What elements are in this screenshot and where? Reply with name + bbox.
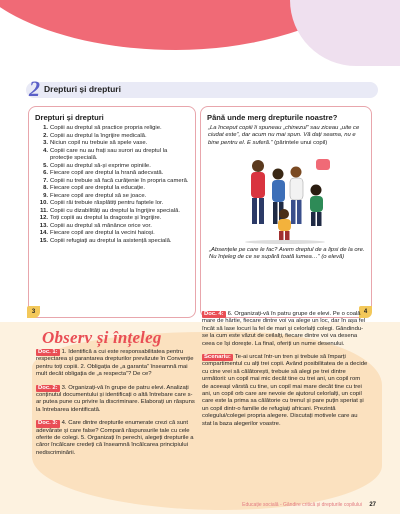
rights-list-card: [28, 106, 196, 318]
footer-text: Educație socială - Gândire critică și drepturile copilului: [242, 502, 362, 508]
child-figure: [290, 167, 303, 225]
document-tag: Doc. 3:: [38, 420, 58, 427]
right-item: [37, 238, 189, 246]
activity-paragraph: [36, 385, 196, 415]
right-item-text: Copiii au dreptul să practice propria religie.: [50, 125, 162, 131]
right-item-text: Copiii au dreptul să mănânce orice vor.: [50, 222, 152, 229]
section-number: 2: [29, 76, 40, 101]
doc-number-badge: 3: [27, 306, 40, 318]
document-tag: Scenariu:: [204, 354, 231, 361]
child-figure: [310, 185, 323, 227]
right-item-number: 1.: [43, 125, 48, 131]
right-item: [37, 163, 189, 171]
right-item-text: Copiii au dreptul la îngrijire medicală.: [50, 132, 147, 139]
right-item-text: Copiii răi trebuie răsplătiți pentru faptele lor.: [50, 200, 164, 206]
parent-quote-text: „La început copiii îi spuneau „chinezul” sau ziceau „uite ce ciudat este”, dar acum nu mai spun. Vă dați seama, nu e bine pentru el. E suferă.”: [208, 125, 360, 146]
student-quote: [209, 247, 369, 262]
right-item: [37, 178, 189, 186]
rights-list-title: Drepturi și drepturi: [35, 113, 104, 122]
activity-paragraph: [202, 354, 368, 428]
right-item-number: 15.: [39, 237, 48, 244]
right-item-number: 10.: [39, 200, 48, 206]
right-item: [37, 230, 189, 238]
right-item-number: 9.: [43, 192, 48, 199]
right-item: [37, 148, 189, 163]
document-tag: Doc. 1:: [38, 349, 58, 355]
right-item-text: Copiii care nu au frați sau surori au dreptul la protecție specială.: [50, 147, 168, 161]
activity-text: 4. Care dintre drepturile enumerate crezi că sunt adevărate și care false? Compară răspunsurile tale cu cele oferite de colegi. 5. Organizați în perechi, alegeți drepturile a căror încălcare credeți că înseamnă încălcarea principiului nediscriminării.: [36, 420, 194, 456]
right-item-number: 2.: [43, 132, 48, 139]
activity-text: 1. Identifică a cui este responsabilitatea pentru respectarea și garantarea drepturilor prevăzute în Convenție pentru toți copiii. 2. Obligația de „a garanta” înseamnă mai mult decât obligația de „a respecta”? De ce?: [36, 349, 194, 378]
header-decoration: [0, 0, 400, 66]
right-item: [37, 170, 189, 178]
child-figure: [278, 209, 291, 241]
right-item-text: Fiecare copil are dreptul la hrană adecvată.: [50, 170, 164, 176]
rights-limits-title: Până unde merg drepturile noastre?: [207, 113, 338, 122]
activity-text: 3. Organizați-vă în grupe de patru elevi. Analizați conținutul documentului și identificați o altă întrebare care s-ar putea pune cu privire la discriminare. Elaborați un răspuns la întrebarea identificată.: [36, 384, 195, 413]
right-item: [37, 185, 189, 193]
right-item: [37, 200, 189, 208]
right-item: [37, 215, 189, 223]
right-item: [37, 140, 189, 148]
activity-left-column: [36, 349, 196, 463]
right-item: [37, 223, 189, 231]
right-item-text: Fiecare copil are dreptul să se joace.: [50, 192, 147, 199]
parent-quote-source: (părintele unui copil): [274, 139, 328, 146]
right-item-text: Niciun copil nu trebuie să spele vase.: [50, 140, 148, 146]
right-item-number: 12.: [39, 215, 48, 221]
speech-bubble-icon: [316, 159, 330, 170]
page-number: 27: [369, 502, 376, 508]
child-figure: [251, 160, 265, 224]
activity-paragraph: [202, 311, 368, 348]
right-item-text: Copiii refugiați au dreptul la asistență specială.: [50, 237, 172, 244]
lilac-corner: [290, 0, 400, 66]
section-title: Drepturi și drepturi: [44, 84, 121, 94]
activity-paragraph: [36, 420, 196, 457]
doc-number-badge: 4: [359, 306, 372, 318]
rights-list: [37, 125, 189, 245]
activity-text: 6. Organizați-vă în patru grupe de elevi. Pe o coală mare de hârtie, fiecare dintre voi va alege un loc, dar în așa fel încât să lase locuri la fel de mari și celorlalți colegi. Gândindu-se la cum este văzut de ceilalți, fiecare dintre voi va desena ceea ce își dorește. La final, oferiți un nume desenului.: [202, 311, 366, 347]
right-item: [37, 125, 189, 133]
right-item-number: 7.: [43, 177, 48, 184]
document-tag: Doc. 2:: [38, 384, 58, 391]
document-tag: Doc. 4:: [204, 311, 224, 317]
right-item-number: 8.: [43, 185, 48, 191]
student-quote-source: (o elevă): [321, 254, 345, 261]
right-item-number: 6.: [43, 170, 48, 176]
page-footer: [196, 502, 376, 508]
student-quote-text: „Absențele pe care le fac? Avem dreptul de a lipsi de la ore. Nu înțeleg de ce se supără toată lumea…”: [209, 247, 365, 261]
right-item-text: Copiii nu trebuie să facă curățenie în propria cameră.: [50, 177, 189, 184]
right-item-number: 4.: [43, 147, 48, 154]
right-item-text: Fiecare copil are dreptul la vecini haioși.: [50, 230, 155, 236]
right-item-number: 14.: [39, 230, 48, 236]
right-item-number: 5.: [43, 162, 48, 169]
right-item-text: Toți copiii au dreptul la dragoste și îngrijire.: [50, 215, 162, 221]
activity-paragraph: [36, 349, 196, 379]
right-item: [37, 133, 189, 141]
activity-right-column: [202, 311, 368, 434]
right-item-number: 11.: [40, 207, 48, 214]
right-item-text: Copiii cu dizabilități au dreptul la îngrijire specială.: [50, 207, 180, 214]
parent-quote: [208, 125, 364, 147]
right-item-text: Fiecare copil are dreptul la educație.: [50, 185, 145, 191]
right-item-number: 3.: [43, 140, 48, 146]
right-item-number: 13.: [39, 222, 48, 229]
right-item: [37, 208, 189, 216]
activity-heading: Observ și înțeleg: [42, 328, 162, 347]
right-item: [37, 193, 189, 201]
right-item-text: Copiii au dreptul să-și exprime opiniile.: [50, 162, 151, 169]
activity-text: Te-ai urcat într-un tren și trebuie să împarți compartimentul cu alți trei copii. Având posibilitatea de a decide cu cine vrei să călătorești, trebuie să alegi pe trei dintre următorii: un copil mai mic decât tine cu trei ani, un copil rom de aceeași vârstă cu tine, un copil mai mare decât tine cu trei ani, un copil orb care are nevoie de ajutorul celorlalți, un copil care este la prima sa călătorie cu trenul și pare puțin speriat și un copil dintr-o familie de refugiați africani. Prezintă colegului/colegei propria alegere. Discutați motivele care au stat la baza alegerilor voastre.: [202, 354, 368, 427]
